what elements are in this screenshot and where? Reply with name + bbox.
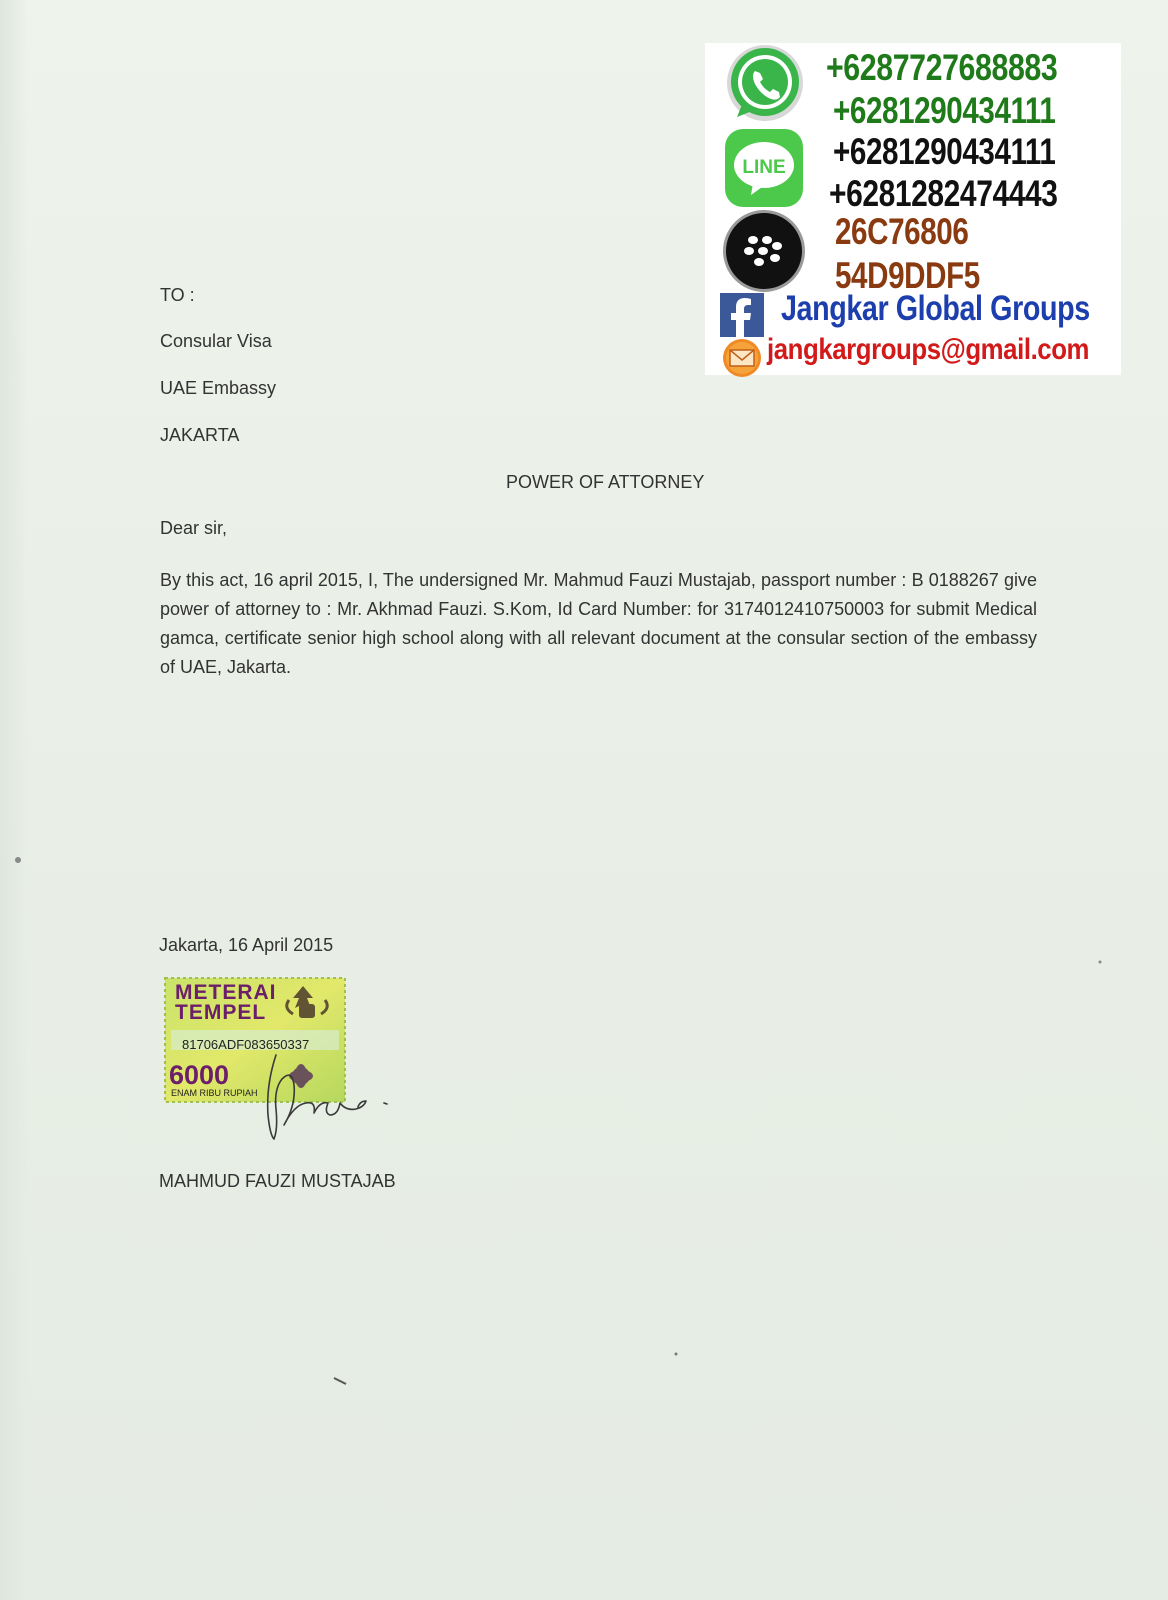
handwritten-signature xyxy=(256,1045,406,1145)
document-title: POWER OF ATTORNEY xyxy=(506,472,705,492)
stamp-value: 6000 xyxy=(169,1060,230,1090)
whatsapp-icon xyxy=(723,43,807,127)
stamp-serial: 81706ADF083650337 xyxy=(182,1037,310,1052)
whatsapp-number-2: +6281290434111 xyxy=(833,90,1056,131)
stamp-line-2: TEMPEL xyxy=(175,1001,267,1024)
line-icon xyxy=(723,127,805,209)
facebook-name: Jangkar Global Groups xyxy=(781,289,1090,328)
bbm-pin-1: 26C76806 xyxy=(835,211,969,252)
line-number-2: +6281282474443 xyxy=(829,173,1058,214)
email-address: jangkargroups@gmail.com xyxy=(767,333,1090,366)
addressee-line-3: JAKARTA xyxy=(160,425,240,445)
email-icon xyxy=(721,338,763,378)
page-shadow xyxy=(0,0,28,1600)
bbm-pin-2: 54D9DDF5 xyxy=(835,255,980,296)
addressee-line-1: Consular Visa xyxy=(160,331,272,351)
place-date: Jakarta, 16 April 2015 xyxy=(159,935,334,955)
blackberry-icon xyxy=(721,208,807,294)
signatory-name: MAHMUD FAUZI MUSTAJAB xyxy=(159,1171,396,1191)
addressee-line-2: UAE Embassy xyxy=(160,378,277,398)
greeting: Dear sir, xyxy=(160,518,228,538)
svg-text:LINE: LINE xyxy=(742,157,786,178)
facebook-icon xyxy=(720,293,764,337)
stamp-value-words: ENAM RIBU RUPIAH xyxy=(171,1088,258,1098)
to-label: TO : xyxy=(160,285,195,305)
stamp-line-1: METERAI xyxy=(175,981,277,1004)
body-paragraph: By this act, 16 april 2015, I, The undersigned Mr. Mahmud Fauzi Mustajab, passport number : B 0188267 give power of attorney to : Mr. Akhmad Fauzi. S.Kom, Id Card Number: for 3174012410750003 for submit Medical gamca, certificate senior high school along with all relevant document at the consular section of the embassy of UAE, Jakarta. xyxy=(160,570,1037,677)
whatsapp-number-1: +6287727688883 xyxy=(826,47,1058,88)
line-number-1: +6281290434111 xyxy=(833,131,1056,172)
contact-ad-panel xyxy=(705,43,1121,375)
